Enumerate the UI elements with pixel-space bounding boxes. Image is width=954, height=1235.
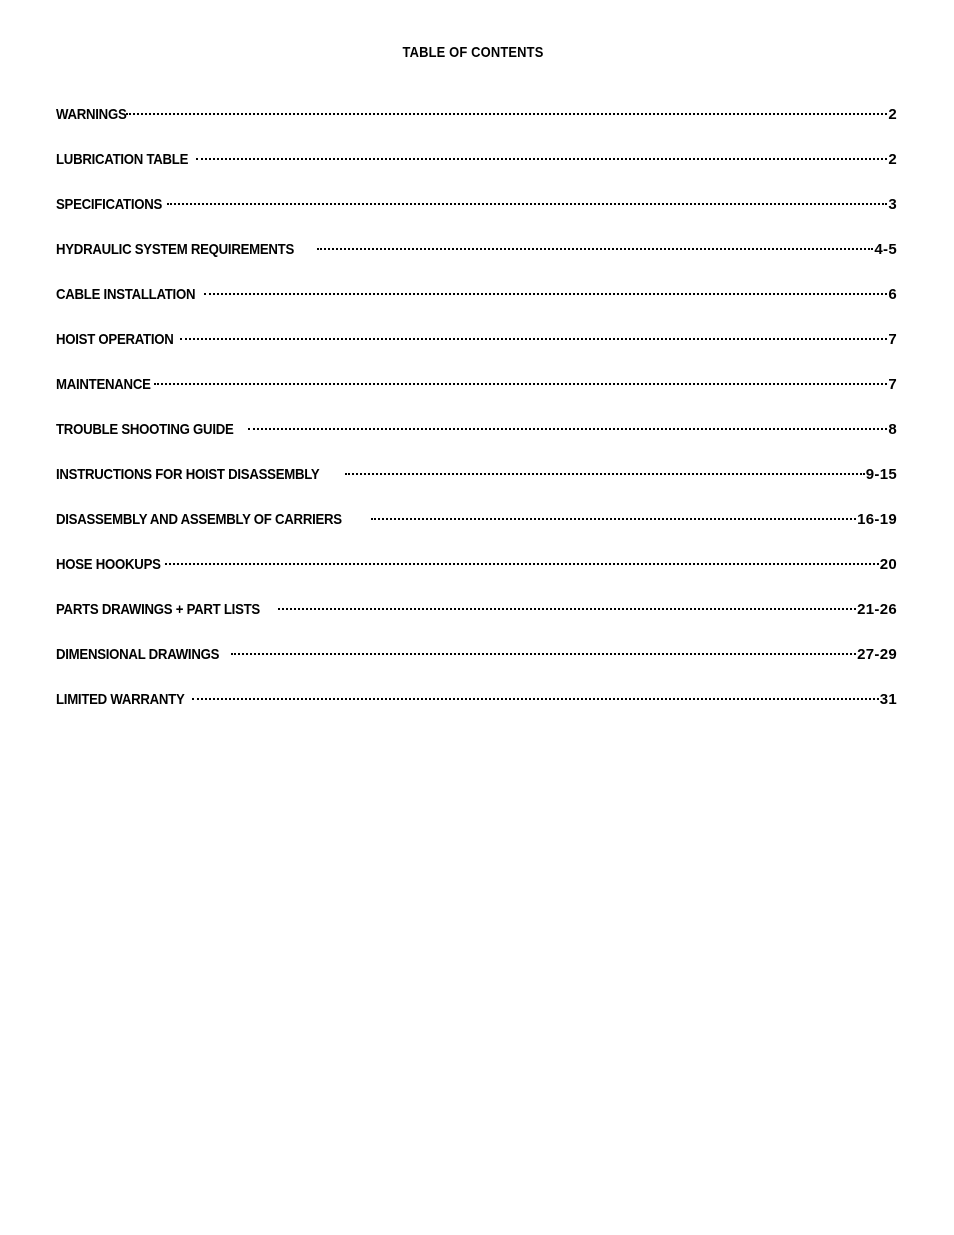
toc-entry-page: 7 bbox=[888, 331, 897, 348]
toc-entry-label: SPECIFICATIONS bbox=[56, 196, 163, 213]
toc-entry-page: 6 bbox=[888, 286, 897, 303]
toc-title: TABLE OF CONTENTS bbox=[402, 44, 544, 61]
toc-leader-dots bbox=[196, 144, 887, 164]
toc-leader-dots bbox=[167, 189, 888, 209]
toc-entry-maintenance[interactable] bbox=[56, 369, 897, 414]
toc-entry-hoist-operation[interactable] bbox=[56, 324, 897, 369]
toc-entry-warnings[interactable] bbox=[56, 99, 897, 144]
toc-entry-label: WARNINGS bbox=[56, 106, 127, 123]
toc-entry-page: 9-15 bbox=[865, 466, 897, 483]
toc-entry-limited-warranty[interactable] bbox=[56, 684, 897, 729]
toc-entry-trouble-shooting-guide[interactable] bbox=[56, 414, 897, 459]
toc-entry-label: HOSE HOOKUPS bbox=[56, 556, 161, 573]
toc-entry-label: PARTS DRAWINGS + PART LISTS bbox=[56, 601, 260, 618]
toc-leader-dots bbox=[278, 594, 856, 614]
toc-leader-dots bbox=[204, 279, 887, 299]
toc-entry-hydraulic-system-requirements[interactable] bbox=[56, 234, 897, 279]
toc-entry-label: TROUBLE SHOOTING GUIDE bbox=[56, 421, 234, 438]
toc-entry-label: DIMENSIONAL DRAWINGS bbox=[56, 646, 220, 663]
toc-leader-dots bbox=[180, 324, 888, 344]
toc-entry-label: HYDRAULIC SYSTEM REQUIREMENTS bbox=[56, 241, 295, 258]
toc-leader-dots bbox=[192, 684, 879, 704]
toc-leader-dots bbox=[231, 639, 856, 659]
toc-entry-hoist-disassembly[interactable] bbox=[56, 459, 897, 504]
toc-entry-page: 7 bbox=[888, 376, 897, 393]
toc-entry-cable-installation[interactable] bbox=[56, 279, 897, 324]
toc-entry-label: LIMITED WARRANTY bbox=[56, 691, 185, 708]
toc-entry-lubrication-table[interactable] bbox=[56, 144, 897, 189]
toc-leader-dots bbox=[126, 99, 887, 119]
toc-entry-page: 31 bbox=[879, 691, 897, 708]
toc-entry-page: 27-29 bbox=[857, 646, 897, 663]
toc-entry-label: HOIST OPERATION bbox=[56, 331, 174, 348]
toc-leader-dots bbox=[317, 234, 874, 254]
toc-leader-dots bbox=[345, 459, 864, 479]
toc-entry-parts-drawings[interactable] bbox=[56, 594, 897, 639]
toc-list bbox=[56, 99, 897, 729]
toc-entry-label: LUBRICATION TABLE bbox=[56, 151, 189, 168]
toc-leader-dots bbox=[154, 369, 888, 389]
toc-entry-page: 21-26 bbox=[857, 601, 897, 618]
toc-leader-dots bbox=[248, 414, 888, 434]
toc-leader-dots bbox=[371, 504, 856, 524]
toc-leader-dots bbox=[165, 549, 879, 569]
toc-entry-page: 4-5 bbox=[874, 241, 897, 258]
toc-entry-specifications[interactable] bbox=[56, 189, 897, 234]
toc-entry-page: 8 bbox=[888, 421, 897, 438]
toc-entry-page: 20 bbox=[879, 556, 897, 573]
toc-entry-label: DISASSEMBLY AND ASSEMBLY OF CARRIERS bbox=[56, 511, 342, 528]
toc-entry-page: 16-19 bbox=[857, 511, 897, 528]
toc-entry-dimensional-drawings[interactable] bbox=[56, 639, 897, 684]
toc-entry-label: CABLE INSTALLATION bbox=[56, 286, 196, 303]
toc-entry-page: 2 bbox=[888, 106, 897, 123]
toc-entry-hose-hookups[interactable] bbox=[56, 549, 897, 594]
toc-entry-label: MAINTENANCE bbox=[56, 376, 151, 393]
toc-entry-carriers[interactable] bbox=[56, 504, 897, 549]
toc-entry-page: 2 bbox=[888, 151, 897, 168]
toc-entry-page: 3 bbox=[888, 196, 897, 213]
toc-entry-label: INSTRUCTIONS FOR HOIST DISASSEMBLY bbox=[56, 466, 320, 483]
